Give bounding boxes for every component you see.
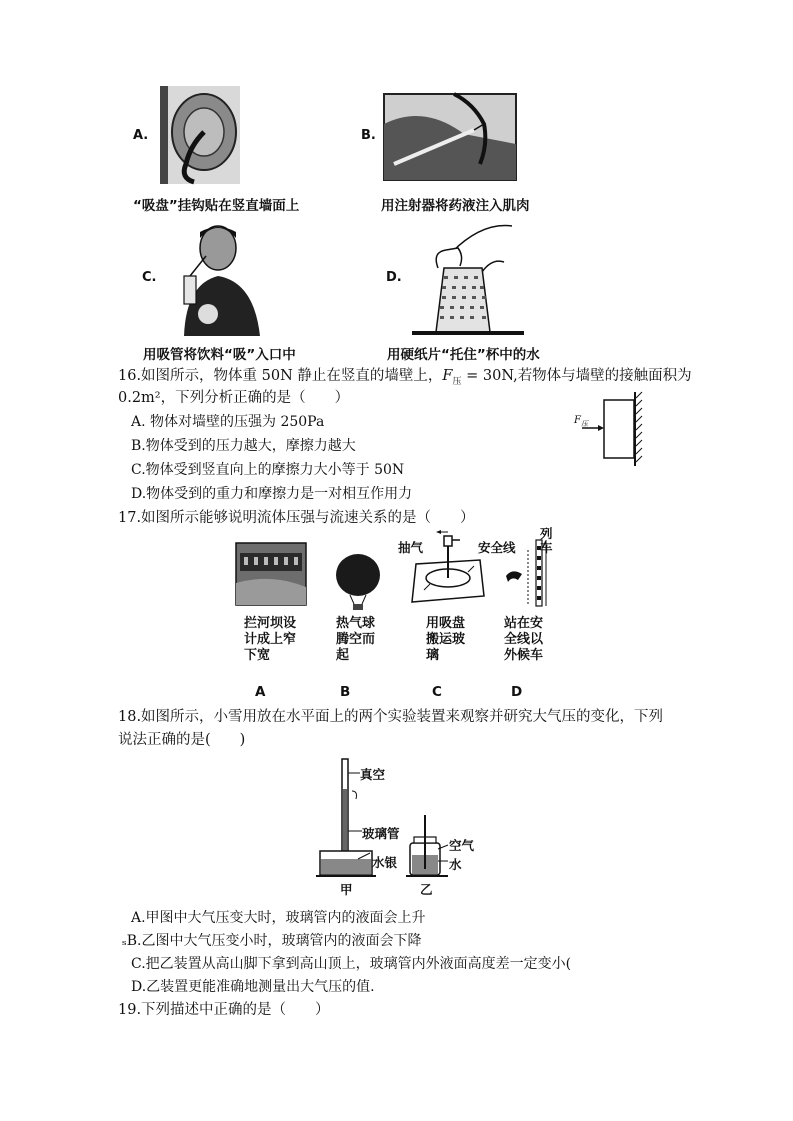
option-letter: B. — [361, 128, 376, 143]
q17-stem: 17.如图所示能够说明流体压强与流速关系的是（ ） — [118, 510, 475, 526]
q18-option-a: A.甲图中大气压变大时，玻璃管内的液面会上升 — [131, 910, 426, 926]
boy-drinking-straw-image — [174, 222, 268, 336]
q19-stem: 19.下列描述中正确的是（ ） — [118, 1002, 330, 1018]
option-caption: 用注射器将药液注入肌肉 — [381, 198, 530, 214]
caption-line: 外候车 — [504, 648, 544, 663]
jia-label: 甲 — [340, 882, 353, 897]
train-label: 列车 — [540, 526, 553, 555]
force-symbol: F — [442, 368, 453, 384]
force-subscript: 压 — [452, 376, 462, 387]
caption-line: 搬运玻 — [426, 632, 466, 647]
hot-air-balloon-image — [334, 555, 382, 611]
suction-hook-image — [160, 86, 240, 184]
q16-option-a: A. 物体对墙壁的压强为 250Pa — [131, 414, 325, 430]
caption-line: 璃 — [426, 648, 440, 663]
safety-line-label: 安全线 — [478, 540, 516, 555]
q18-stem-line2: 说法正确的是( ) — [118, 732, 246, 748]
caption-b — [336, 616, 375, 664]
block-on-wall-diagram — [572, 392, 644, 466]
q16-option-b: B.物体受到的压力越大，摩擦力越大 — [131, 438, 356, 454]
q18-option-c: C.把乙装置从高山脚下拿到高山顶上，玻璃管内外液面高度差一定变小( — [131, 956, 572, 972]
q18-stem-line1: 18.如图所示，小雪用放在水平面上的两个实验装置来观察并研究大气压的变化，下列 — [118, 709, 664, 725]
caption-line: 下宽 — [244, 648, 271, 663]
q16-stem-text: 16.如图所示，物体重 50N 静止在竖直的墙壁上， — [118, 368, 443, 384]
q16-option-c: C.物体受到竖直向上的摩擦力大小等于 50N — [131, 462, 405, 478]
q18-option-b: ₛB.乙图中大气压变小时，玻璃管内的液面会下降 — [122, 933, 422, 949]
q16-stem-text-cont: = 30N,若物体与墙壁的接触面积为 — [461, 368, 692, 384]
caption-line: 起 — [336, 648, 350, 663]
caption-line: 计成上窄 — [244, 632, 297, 647]
force-label — [574, 415, 588, 429]
vacuum-label: 真空 — [360, 767, 386, 782]
cup-card-water-image — [412, 222, 524, 336]
caption-a — [244, 616, 296, 664]
caption-c — [426, 616, 465, 664]
option-letter: C. — [142, 270, 157, 285]
letter-d: D — [511, 684, 523, 700]
caption-line: 全线以 — [504, 632, 544, 647]
syringe-injection-image — [384, 94, 516, 180]
caption-line: 站在安 — [504, 616, 544, 631]
option-caption: 用硬纸片“托住”杯中的水 — [387, 347, 540, 363]
caption-d — [504, 616, 543, 664]
pump-label: 抽气 — [398, 540, 424, 555]
caption-line: 腾空而 — [336, 632, 376, 647]
glass-tube-label: 玻璃管 — [362, 826, 400, 841]
water-label: 水 — [449, 857, 462, 872]
yi-label: 乙 — [420, 882, 433, 897]
dam-image — [236, 543, 306, 605]
option-letter: D. — [386, 270, 402, 285]
option-caption: “吸盘”挂钩贴在竖直墙面上 — [133, 198, 300, 214]
force-label-subscript: 压 — [580, 420, 588, 428]
letter-c: C — [432, 684, 442, 700]
option-letter: A. — [133, 128, 149, 143]
option-caption: 用吸管将饮料“吸”入口中 — [143, 347, 296, 363]
air-label: 空气 — [449, 838, 475, 853]
caption-line: 拦河坝设 — [244, 616, 297, 631]
force-label-symbol: F — [574, 415, 581, 426]
letter-b: B — [340, 684, 351, 700]
mercury-label: 水银 — [372, 855, 398, 870]
letter-a: A — [255, 684, 266, 700]
q18-option-d: D.乙装置更能准确地测量出大气压的值. — [131, 979, 375, 995]
caption-line: 用吸盘 — [426, 616, 466, 631]
q16-option-d: D.物体受到的重力和摩擦力是一对相互作用力 — [131, 486, 413, 502]
q16-stem-line2: 0.2m²，下列分析正确的是（ ） — [118, 390, 350, 406]
caption-line: 热气球 — [336, 616, 376, 631]
